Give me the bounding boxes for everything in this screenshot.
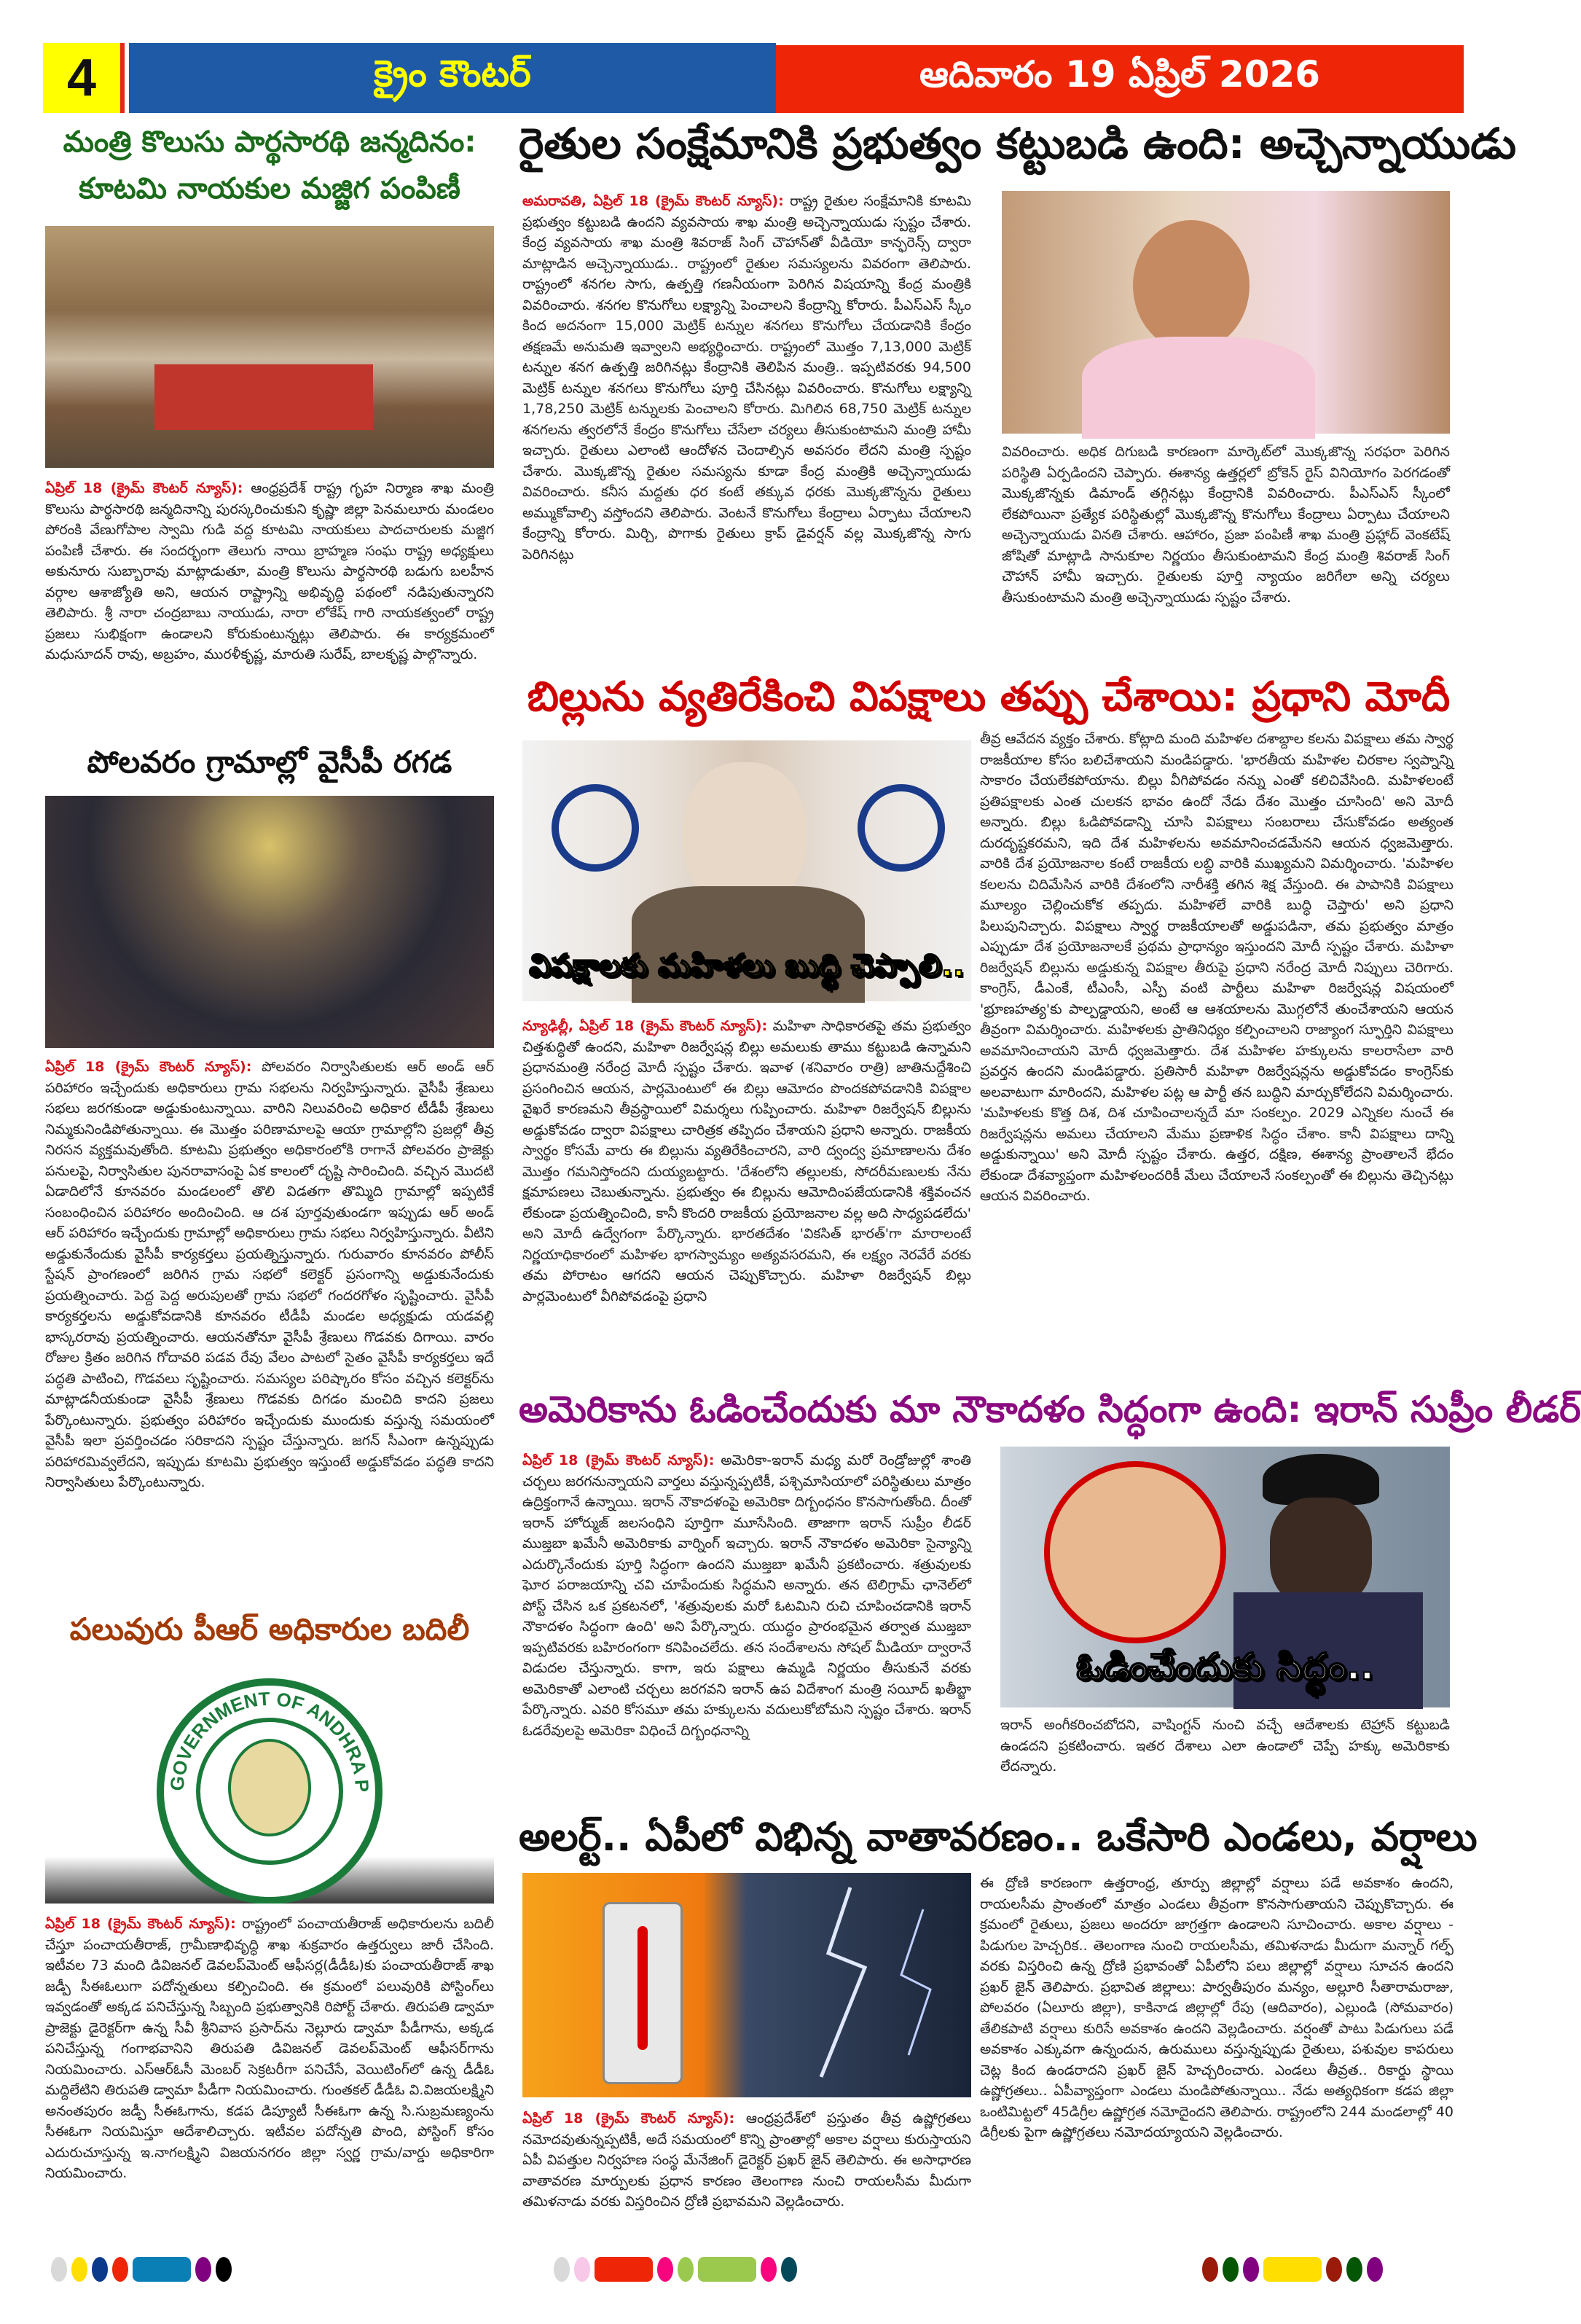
pr-headline: పలువురు పీఆర్ అధికారుల బదిలీ — [69, 1611, 470, 1647]
color-registration-mark — [574, 2257, 590, 2282]
photo-table — [154, 364, 373, 430]
body-text: రాష్ట్రంలో పంచాయతీరాజ్ అధికారులను బదిలీ చేస్తూ పంచాయతీరాజ్, గ్రామీణాభివృద్ధి శాఖ శుక్రవారం ఉత్తర్వులు జారీ చేసింది. ఇటీవల 73 మంది డివిజనల్ డెవలప్‌మెంట్ ఆఫీసర్ల(డీడీఓ)కు పంచాయతీరాజ్ శాఖ జడ్పీ సీఈఓలుగా పదోన్నతులు కల్పించింది. ఈ క్రమంలో పలువురికి పోస్టింగ్‌లు ఇవ్వడంతో అక్కడ పనిచేస్తున్న సిబ్బంది ప్రభుత్వానికి రిపోర్ట్ చేశారు. తిరుపతి డ్వామా ప్రాజెక్టు డైరెక్టర్‌గా ఉన్న సీవీ శ్రీనివాస ప్రసాద్‌ను నెల్లూరు డ్వామా పీడీగాను, అక్కడ పనిచేస్తున్న గంగాభవానిని తిరుపతి డివిజనల్ డెవలప్‌మెంట్ ఆఫీసర్‌గాను నియమించారు. ఎస్ఆర్‌ఓసీ మెంబర్ సెక్రటరీగా పనిచేసే, వెయిటింగ్‌లో ఉన్న డీడీఓ మద్దిలేటిని తిరుపతి డ్వామా పీడీగా నియమించారు. గుంతకల్ డీడీఓ వి.విజయలక్ష్మిని అనంతపురం జడ్పీ సీఈఓగాను, కడప డిప్యూటీ సీఈఓగా ఉన్న సి.సుబ్రమణ్యంను సీఈఓగా నియమిస్తూ ఆదేశాలిచ్చారు. ఇటీవల పదోన్నతి పొంది, పోస్టింగ్ కోసం ఎదురుచూస్తున్న ఇ.నాగలక్ష్మిని విజయనగరం జిల్లా స్వర్ణ గ్రామ/వార్డు అధికారిగా నియమించారు. — [45, 1916, 494, 2181]
color-registration-mark — [1223, 2257, 1239, 2282]
color-registration-mark — [1263, 2257, 1322, 2282]
color-registration-mark — [678, 2257, 694, 2282]
majjiga-headline-2: కూటమి నాయకుల మజ్జిగ పంపిణీ — [79, 172, 460, 206]
body-text: రాష్ట్ర రైతుల సంక్షేమానికి కూటమి ప్రభుత్వం కట్టుబడి ఉందని వ్యవసాయ శాఖ మంత్రి అచ్చెన్నాయుడు స్పష్టం చేశారు. కేంద్ర వ్యవసాయ శాఖ మంత్రి శివరాజ్ సింగ్ చౌహాన్‌తో వీడియో కాన్ఫరెన్స్ ద్వారా మాట్లాడిన అచ్చెన్నాయుడు.. రాష్ట్రంలో రైతుల సమస్యలను వివరంగా తెలిపారు. రాష్ట్రంలో శనగల సాగు, ఉత్పత్తి గణనీయంగా పెరిగిన విషయాన్ని కేంద్ర మంత్రికి వివరించారు. శనగల కొనుగోలు లక్ష్యాన్ని పెంచాలని కేంద్రాన్ని కోరారు. పీఎస్ఎస్ స్కీం కింద అదనంగా 15,000 మెట్రిక్ టన్నుల శనగలు కొనుగోలు చేయడానికి కేంద్రం తక్షణమే అనుమతి ఇవ్వాలని అభ్యర్థించారు. రాష్ట్రంలో మొత్తం 7,13,000 మెట్రిక్ టన్నుల శనగ ఉత్పత్తి జరిగినట్లు కేంద్రానికి తెలిపిన మంత్రి.. ఇప్పటివరకు 94,500 మెట్రిక్ టన్నుల శనగలు కొనుగోలు పూర్తి చేసినట్లు వివరించారు. కొనుగోలు లక్ష్యాన్ని 1,78,250 మెట్రిక్ టన్నులకు పెంచాలని కోరారు. మిగిలిన 68,750 మెట్రిక్ టన్నుల శనగలను త్వరలోనే కేంద్రం కొనుగోలు చేసేలా చర్యలు తీసుకుంటామని మంత్రి హామీ ఇచ్చారు. రైతులు ఎలాంటి ఆందోళన చెందాల్సిన అవసరం లేదని మంత్రి స్పష్టం చేశారు. మొక్కజొన్న రైతుల సమస్యను కూడా కేంద్ర మంత్రికి అచ్చెన్నాయుడు వివరించారు. కనీస మద్దతు ధర కంటే తక్కువ ధరకు మొక్కజొన్నను రైతులు అమ్ముకోవాల్సి వస్తోందని తెలిపారు. వెంటనే కొనుగోలు కేంద్రాలు ఏర్పాటు చేయాలని కేంద్రాన్ని కోరారు. మిర్చి, పొగాకు రైతులు క్రాప్ డైవర్షన్ వల్ల మొక్కజొన్న సాగు పెరిగినట్లు — [522, 193, 971, 563]
color-registration-mark — [781, 2257, 797, 2282]
color-registration-mark — [1202, 2257, 1218, 2282]
thermometer-mercury — [638, 1926, 648, 2050]
modi-headline: బిల్లును వ్యతిరేకించి విపక్షాలు తప్పు చేశాయి: ప్రధాని మోదీ — [527, 673, 1451, 721]
color-registration-mark — [216, 2257, 232, 2282]
ashoka-chakra-left — [552, 784, 639, 872]
dateline: ఏప్రిల్ 18 (క్రైమ్ కౌంటర్ న్యూస్): — [45, 1916, 236, 1932]
majjiga-distribution-photo — [45, 226, 494, 468]
color-registration-mark — [133, 2257, 191, 2282]
color-registration-mark — [92, 2257, 108, 2282]
weather-article-body-col2: ఈ ద్రోణి కారణంగా ఉత్తరాంధ్ర, తూర్పు జిల్లాల్లో వర్షాలు పడే అవకాశం ఉందని, రాయలసీమ ప్రాంతంలో మాత్రం ఎండలు తీవ్రంగా కొనసాగుతాయని చెప్పుకొచ్చారు. ఈ క్రమంలో రైతులు, ప్రజలు అందరూ జాగ్రత్తగా ఉండాలని సూచించారు. అకాల వర్షాలు - పిడుగుల హెచ్చరిక.. తెలంగాణ నుంచి రాయలసీమ, తమిళనాడు మీదుగా మన్నార్ గల్ఫ్ వరకు విస్తరించి ఉన్న ద్రోణి ప్రభావంతో ఏపీలోని పలు జిల్లాల్లో వర్షాలు సూచన ఉందని ప్రఖర్ జైన్ తెలిపారు. ప్రభావిత జిల్లాలు: పార్వతీపురం మన్యం, అల్లూరి సీతారామరాజు, పోలవరం (ఏలూరు జిల్లా), కాకినాడ జిల్లాల్లో రేపు (ఆదివారం), ఎల్లుండి (సోమవారం) తేలికపాటి వర్షాలు కురిసే అవకాశం ఉందని వెల్లడించారు. వర్షంతో పాటు పిడుగులు పడే అవకాశం ఎక్కువగా ఉన్నందున, ఉరుములు వస్తున్నప్పుడు రైతులు, పశువుల కాపరులు చెట్ల కింద ఉండరాదని ప్రఖర్ జైన్ హెచ్చరించారు. ఎండలు తీవ్రత.. రికార్డు స్థాయి ఉష్ణోగ్రతలు.. ఏపీవ్యాప్తంగా ఎండలు మండిపోతున్నాయి.. నేడు అత్యధికంగా కడప జిల్లా ఒంటిమిట్టలో 45డిగ్రీల ఉష్ణోగ్రత నమోదైందని తెలిపారు. రాష్ట్రంలోని 244 మండలాల్లో 40 డిగ్రీలకు పైగా ఉష్ణోగ్రతలు నమోదయ్యాయని వెల్లడించారు. — [980, 1875, 1454, 2140]
paper-name — [129, 43, 776, 113]
emblem-motto: सत्यमेव जयते — [230, 1872, 310, 1890]
body-text: ఆంధ్రప్రదేశ్ రాష్ట్ర గృహ నిర్మాణ శాఖ మంత్రి కొలుసు పార్థసారథి జన్మదినాన్ని పురస్కరించుకుని కృష్ణా జిల్లా పెనమలూరు మండలం పోరంకి వేణుగోపాల స్వామి గుడి వద్ద కూటమి నాయకులు పాదచారులకు మజ్జిగ పంపిణీ చేశారు. ఈ సందర్భంగా తెలుగు నాయి బ్రాహ్మణ సంఘ రాష్ట్ర అధ్యక్షులు అకునూరు సుబ్బారావు మాట్లాడుతూ, మంత్రి కొలుసు పార్థసారథి బడుగు బలహీన వర్గాల ఆశాజ్యోతి అని, ఆయన రాష్ట్రాన్ని అభివృద్ధి పథంలో నడిపుతున్నారని తెలిపారు. శ్రీ నారా చంద్రబాబు నాయుడు, నారా లోకేష్ గారి నాయకత్వంలో రాష్ట్ర ప్రజలు సుభిక్షంగా ఉండాలని కోరుకుంటున్నట్లు తెలిపారు. ఈ కార్యక్రమంలో మధుసూదన్ రావు, అబ్రహం, మురళీకృష్ణ, మారుతి సురేష్, బాలకృష్ణ పాల్గొన్నారు. — [45, 480, 494, 662]
body-text: ఆంధ్రప్రదేశ్‌లో ప్రస్తుతం తీవ్ర ఉష్ణోగ్రతలు నమోదవుతున్నప్పటికీ, అదే సమయంలో కొన్ని ప్రాంతాల్లో అకాల వర్షాలు కురుస్తాయని ఏపీ విపత్తుల నిర్వహణ సంస్థ మేనేజింగ్ డైరెక్టర్ ప్రఖర్ జైన్ తెలిపారు. ఈ అసాధారణ వాతావరణ మార్పులకు ప్రధాన కారణం తెలంగాణ నుంచి రాయలసీమ మీదుగా తమిళనాడు వరకు విస్తరించిన ద్రోణి ప్రభావమని వెల్లడించారు. — [522, 2110, 971, 2210]
color-registration-mark — [1243, 2257, 1259, 2282]
weather-heat-rain-photo — [522, 1873, 971, 2097]
lightning-icon — [763, 1887, 952, 2077]
color-registration-mark — [195, 2257, 211, 2282]
ashoka-chakra-right — [858, 784, 945, 872]
dateline: ఏప్రిల్ 18 (క్రైమ్ కౌంటర్ న్యూస్): — [522, 1452, 715, 1468]
color-registration-mark — [112, 2257, 128, 2282]
dateline: ఏప్రిల్ 18 (క్రైమ్ కౌంటర్ న్యూస్): — [522, 2110, 735, 2127]
modi-image-caption: విపక్షాలకు మహిళలు బుద్ధి చెప్పాలి.. — [529, 947, 965, 983]
thermometer-icon — [603, 1902, 683, 2084]
footer-color-marks-center — [554, 2257, 797, 2282]
modi-photo — [522, 740, 971, 1001]
color-registration-mark — [698, 2257, 756, 2282]
issue-date-text: ఆదివారం 19 ఏప్రిల్ 2026 — [919, 53, 1321, 95]
modi-article-body-col2: తీవ్ర ఆవేదన వ్యక్తం చేశారు. కోట్లాది మంది మహిళల దశాబ్దాల కలను విపక్షాలు తమ స్వార్థ రాజకీయాల కోసం బలిచేశాయని మండిపడ్డారు. 'భారతీయ మహిళల చిరకాల స్వప్నాన్ని సాకారం చేయలేకపోయాను. బిల్లు వీగిపోవడం నన్ను ఎంతో కలిచివేసింది. మహిళలంటే ప్రతిపక్షాలకు ఎంత చులకన భావం ఉందో నేడు దేశం మొత్తం చూసింది' అని మోదీ అన్నారు. బిల్లు ఓడిపోవడాన్ని చూసి విపక్షాలు సంబరాలు చేసుకోవడం అత్యంత దురదృష్టకరమని, ఇది దేశ మహిళలను అవమానించడమేనని ఆయన ధ్వజమెత్తారు. వారికి దేశ ప్రయోజనాల కంటే రాజకీయ లబ్ధి వారికి ముఖ్యమని విమర్శించారు. 'మహిళల కలలను చిదిమేసిన వారికి దేశంలోని నారీశక్తి తగిన శిక్ష వేస్తుంది. ఈ పాపానికి విపక్షాలు మూల్యం చెల్లించుకోక తప్పదు. మహిళలే వారికి బుద్ధి చెప్తారు' అని ప్రధాని పిలుపునిచ్చారు. విపక్షాలు స్వార్థ రాజకీయాలతో అడ్డుపడినా, తమ ప్రభుత్వం మాత్రం ఎప్పుడూ దేశ ప్రయోజనాలకే ప్రథమ ప్రాధాన్యం ఇస్తుందని మోదీ స్పష్టం చేశారు. మహిళా రిజర్వేషన్ బిల్లును అడ్డుకున్న విపక్షాల తీరుపై ప్రధాని నరేంద్ర మోదీ నిప్పులు చెరిగారు. కాంగ్రెస్, డీఎంకే, టీఎంసీ, ఎస్పీ వంటి పార్టీలు మహిళా రిజర్వేషన్ల విషయంలో 'భ్రూణహత్య'కు పాల్పడ్డాయని, అంటే ఆ ఆశయాలను మొగ్గలోనే తుంచేశాయని ఆయన తీవ్రంగా విమర్శించారు. మహిళలకు ప్రాతినిధ్యం కల్పించాలని రాజ్యాంగ స్ఫూర్తిని విపక్షాలు అవమానించాయని మోదీ ధ్వజమెత్తారు. దేశ మహిళల హక్కులను కాలరాసేలా వారి ప్రవర్తన ఉందని మండిపడ్డారు. ప్రతిసారీ మహిళా రిజర్వేషన్లను అడ్డుకోవడం కాంగ్రెస్‌కు అలవాటుగా మారిందని, మహిళల పట్ల ఆ పార్టీ తన బుద్ధిని మార్చుకోలేదని విమర్శించారు. 'మహిళలకు కొత్త దిశ, దిశ చూపించాలన్నదే మా సంకల్పం. 2029 ఎన్నికల నుంచే ఈ రిజర్వేషన్లను అమలు చేయాలని మేము ప్రణాళిక సిద్ధం చేశాం. కానీ విపక్షాలు దాన్ని అడ్డుకున్నాయి' అని మోదీ స్పష్టం చేశారు. ఉత్తర, దక్షిణ, ఈశాన్య ప్రాంతాలనే భేదం లేకుండా దేశవ్యాప్తంగా మహిళలందరికీ మేలు చేయాలనే సంకల్పంతో ఈ బిల్లును తెచ్చినట్లు ఆయన వివరించారు. — [980, 731, 1454, 1204]
rythu-article-body-col2: వివరించారు. అధిక దిగుబడి కారణంగా మార్కెట్‌లో మొక్కజొన్న సరఫరా పెరిగిన పరిస్థితి ఏర్పడిందని చెప్పారు. ఈశాన్య ఉత్తర్లలో బ్రోకెన్ రైస్ వినియోగం పెరగడంతో మొక్కజొన్నకు డిమాండ్ తగ్గినట్లు కేంద్రానికి వివరించారు. పీఎస్ఎస్ స్కీంలో లేకపోయినా ప్రత్యేక పరిస్థితుల్లో మొక్కజొన్న కొనుగోలు కేంద్రాలు ఏర్పాటు చేయాలని అచ్చెన్నాయుడు వినతి చేశారు. ఆహారం, ప్రజా పంపిణీ శాఖ మంత్రి ప్రహ్లాద్ వెంకటేష్ జోషితో మాట్లాడి సానుకూల నిర్ణయం తీసుకుంటామని కేంద్ర మంత్రి శివరాజ్ సింగ్ చౌహాన్ హామీ ఇచ్చారు. రైతులకు పూర్తి న్యాయం జరిగేలా అన్ని చర్యలు తీసుకుంటామని మంత్రి అచ్చెన్నాయుడు స్పష్టం చేశారు. — [1002, 444, 1450, 606]
weather-headline: అలర్ట్.. ఏపీలో విభిన్న వాతావరణం.. ఒకేసారి ఎండలు, వర్షాలు — [519, 1814, 1478, 1860]
color-registration-mark — [554, 2257, 570, 2282]
pr-article-body — [45, 1914, 494, 2231]
photo-face — [1133, 220, 1250, 351]
iran-headline: అమెరికాను ఓడించేందుకు మా నౌకాదళం సిద్ధంగా ఉంది: ఇరాన్ సుప్రీం లీడర్ — [519, 1388, 1581, 1431]
body-text: పోలవరం నిర్వాసితులకు ఆర్ అండ్ ఆర్ పరిహారం ఇచ్చేందుకు అధికారులు గ్రామ సభలను నిర్వహిస్తున్నారు. వైసీపీ శ్రేణులు సభలు జరగకుండా అడ్డుకుంటున్నాయి. వారిని నిలువరించి అధికార టీడీపీ శ్రేణులు నిమ్మకునిండిపోతున్నాయి. ఈ మొత్తం పరిణామాలపై ఆయా గ్రామాల్లోని ప్రజల్లో తీవ్ర నిరసన వ్యక్తమవుతోంది. కూటమి ప్రభుత్వం అధికారంలోకి రాగానే పోలవరం ప్రాజెక్టు పనులపై, నిర్వాసితుల పునరావాసంపై ఏక కాలంలో దృష్టి సారించింది. వచ్చిన మొదటి ఏడాదిలోనే కూనవరం మండలంలో తొలి విడతగా తొమ్మిది గ్రామాల్లో ఇప్పటికే సంబంధించిన పరిహారం అందించింది. ఆ దశ పూర్తవుతుండగా ఇప్పుడు ఆర్ అండ్ ఆర్ పరిహారం ఇచ్చేందుకు గ్రామాల్లో అధికారులు గ్రామ సభలు నిర్వహిస్తున్నారు. వీటిని అడ్డుకునేందుకు వైసీపీ కార్యకర్తలు ప్రయత్నిస్తున్నారు. గురువారం కూనవరం పోలీస్ స్టేషన్ ప్రాంగణంలో జరిగిన గ్రామ సభలో కలెక్టర్ ప్రసంగాన్ని అడ్డుకునేందుకు ప్రయత్నించారు. పెద్ద పెద్ద అరుపులతో గ్రామ సభలో గందరగోళం సృష్టించారు. వైసీపీ కార్యకర్తలను అడ్డుకోవడానికి కూనవరం టీడీపీ మండల అధ్యక్షుడు యడవల్లి భాస్కరరావు ప్రయత్నించారు. ఆయనతోనూ వైసీపీ శ్రేణులు గొడవకు దిగాయి. వారం రోజుల క్రితం జరిగిన గోదావరి పడవ రేవు వేలం పాటలో సైతం వైసీపీ కార్యకర్తలు ఇదే పద్ధతి పాటించి, గొడవలు సృష్టించారు. సమస్యల పరిష్కారం కోసం వచ్చిన కలెక్టర్‌ను మాట్లాడనీయకుండా వైసీపీ శ్రేణులు గొడవకు దిగడం మంచిది కాదని ప్రజలు పేర్కొంటున్నారు. ప్రభుత్వం పరిహారం ఇచ్చేందుకు ముందుకు వస్తున్న సమయంలో వైసీపీ ఇలా ప్రవర్తించడం సరికాదని స్పష్టం చేస్తున్నారు. జగన్ సీఎంగా ఉన్నప్పుడు పరిహారమివ్వలేదని, ఇప్పుడు కూటమి ప్రభుత్వం ఇస్తుంటే అడ్డుకోవడం పద్ధతి కాదని నిర్వాసితులు పేర్కొంటున్నారు. — [45, 1059, 494, 1490]
page-number: 4 — [43, 43, 125, 113]
emblem-text: GOVERNMENT OF ANDHRA P — [165, 1687, 374, 1793]
photo-shirt — [1082, 337, 1315, 439]
color-registration-mark — [657, 2257, 673, 2282]
paper-name-text: క్రైం కౌంటర్ — [374, 52, 531, 95]
color-registration-mark — [1346, 2257, 1362, 2282]
ap-emblem-logo — [45, 1667, 494, 1904]
iran-image-caption: ఓడించేందుకు సిద్ధం.. — [1076, 1646, 1374, 1688]
polavaram-crowd-photo — [45, 796, 494, 1048]
weather-article-body-col1 — [522, 2108, 971, 2232]
photo-face-beard — [1270, 1498, 1372, 1607]
body-text: మహిళా సాధికారతపై తమ ప్రభుత్వం చిత్తశుద్ధితో ఉందని, మహిళా రిజర్వేషన్ల బిల్లు అమలుకు తాము కట్టుబడి ఉన్నామని ప్రధానమంత్రి నరేంద్ర మోదీ స్పష్టం చేశారు. ఇవాళ (శనివారం రాత్రి) జాతినుద్దేశించి ప్రసంగించిన ఆయన, పార్లమెంటులో ఈ బిల్లు ఆమోదం పొందకపోవడానికి విపక్షాల వైఖరే కారణమని తీవ్రస్థాయిలో విమర్శలు గుప్పించారు. మహిళా రిజర్వేషన్ బిల్లును అడ్డుకోవడం ద్వారా విపక్షాలు చారిత్రక తప్పిదం చేశాయని ప్రధాని అన్నారు. రాజకీయ స్వార్థం కోసమే వారు ఈ బిల్లును వ్యతిరేకించారని, వారి ద్వంద్వ ప్రమాణాలను దేశం మొత్తం గమనిస్తోందని దుయ్యబట్టారు. 'దేశంలోని తల్లులకు, సోదరీమణులకు నేను క్షమాపణలు చెబుతున్నాను. ప్రభుత్వం ఈ బిల్లును ఆమోదింపజేయడానికి శక్తివంచన లేకుండా ప్రయత్నించింది, కానీ కొందరి రాజకీయ ప్రయోజనాల వల్ల అది సాధ్యపడలేదు' అని మోదీ ఉద్వేగంగా పేర్కొన్నారు. భారతదేశం 'వికసిత్ భారత్'గా మారాలంటే నిర్ణయాధికారంలో మహిళల భాగస్వామ్యం అత్యవసరమని, ఈ లక్ష్యం నెరవేరే వరకు తమ పోరాటం ఆగదని ఆయన చెప్పుకొచ్చారు. మహిళా రిజర్వేషన్ బిల్లు పార్లమెంటులో వీగిపోవడంపై ప్రధాని — [522, 1018, 971, 1304]
iran-article-body-col1 — [522, 1450, 971, 1812]
color-registration-mark — [1367, 2257, 1383, 2282]
issue-date — [776, 45, 1464, 113]
footer-color-marks-left — [51, 2257, 232, 2282]
dateline: ఏప్రిల్ 18 (క్రైమ్ కౌంటర్ న్యూస్): — [45, 480, 243, 496]
dateline: అమరావతి, ఏప్రిల్ 18 (క్రైమ్ కౌంటర్ న్యూస్): — [522, 193, 784, 209]
color-registration-mark — [595, 2257, 653, 2282]
color-registration-mark — [71, 2257, 87, 2282]
body-text: అమెరికా-ఇరాన్ మధ్య మరో రెండ్రోజుల్లో శాంతి చర్చలు జరగనున్నాయని వార్తలు వస్తున్నప్పటికీ, పశ్చిమాసియాలో పరిస్థితులు మాత్రం ఉద్రిక్తంగానే ఉన్నాయి. ఇరాన్ నౌకాదళంపై అమెరికా దిగ్బంధనం కొనసాగుతోంది. దీంతో ఇరాన్ హోర్ముజ్ జలసంధిని పూర్తిగా మూసేసింది. తాజాగా ఇరాన్ సుప్రీం లీడర్ ముజ్తబా ఖమేనీ అమెరికాకు వార్నింగ్ ఇచ్చారు. ఇరాన్ నౌకాదళం అమెరికా సైన్యాన్ని ఎదుర్కొనేందుకు పూర్తి సిద్ధంగా ఉందని ముజ్తబా ఖమేనీ ప్రకటించారు. శత్రువులకు ఘోర పరాజయాన్ని చవి చూపేందుకు సిద్ధమని అన్నారు. తన టెలిగ్రామ్ ఛానెల్‌లో పోస్ట్ చేసిన ఒక ప్రకటనలో, 'శత్రువులకు మరో ఓటమిని రుచి చూపించడానికి ఇరాన్ నౌకాదళం సిద్ధంగా ఉంది' అని పేర్కొన్నారు. యుద్ధం ప్రారంభమైన తర్వాత ముజ్తబా ఇప్పటివరకు బహిరంగంగా కనిపించలేదు. తన సందేశాలను సోషల్ మీడియా ద్వారానే విడుదల చేస్తున్నారు. కాగా, ఇరు పక్షాలు ఉమ్మడి నిర్ణయం తీసుకునే వరకు అమెరికాతో ఎలాంటి చర్చలు జరగవని ఇరాన్ ఉప విదేశాంగ మంత్రి సయీద్ ఖతీబ్జా పేర్కొన్నారు. ఎవరి కోసమూ తమ హక్కులను వదులుకోబోమని స్పష్టం చేశారు. ఇరాన్ ఓడరేవులపై అమెరికా విధించే దిగ్బంధనాన్ని — [522, 1452, 971, 1739]
footer-color-marks-right — [1202, 2257, 1383, 2282]
polavaram-article-body — [45, 1057, 494, 1586]
color-registration-mark — [51, 2257, 67, 2282]
majjiga-headline-1: మంత్రి కొలుసు పార్థసారథి జన్మదినం: — [63, 125, 476, 159]
rythu-headline: రైతుల సంక్షేమానికి ప్రభుత్వం కట్టుబడి ఉంది: అచ్చెన్నాయుడు — [519, 119, 1517, 168]
dateline: ఏప్రిల్ 18 (క్రైమ్ కౌంటర్ న్యూస్): — [45, 1059, 252, 1075]
iran-article-body-col2: ఇరాన్ అంగీకరించబోదని, వాషింగ్టన్ నుంచి వచ్చే ఆదేశాలకు టెహ్రాన్ కట్టుబడి ఉండదని ప్రకటించారు. ఇతర దేశాలు ఎలా ఉండాలో చెప్పే హక్కు అమెరికాకు లేదన్నారు. — [1000, 1717, 1450, 1775]
atchannaidu-photo — [1002, 191, 1450, 434]
color-registration-mark — [761, 2257, 777, 2282]
iran-leaders-photo — [1000, 1447, 1450, 1707]
modi-article-body-col1 — [522, 1016, 971, 1366]
trump-inset-photo — [1044, 1461, 1226, 1643]
majjiga-article-body — [45, 478, 494, 729]
ap-emblem-image — [45, 1667, 494, 1904]
color-registration-mark — [1326, 2257, 1342, 2282]
polavaram-headline: పోలవరం గ్రామాల్లో వైసీపీ రగడ — [87, 744, 452, 780]
dateline: న్యూఢిల్లీ, ఏప్రిల్ 18 (క్రైమ్ కౌంటర్ న్యూస్): — [522, 1018, 768, 1034]
rythu-article-body-col1 — [522, 191, 971, 649]
